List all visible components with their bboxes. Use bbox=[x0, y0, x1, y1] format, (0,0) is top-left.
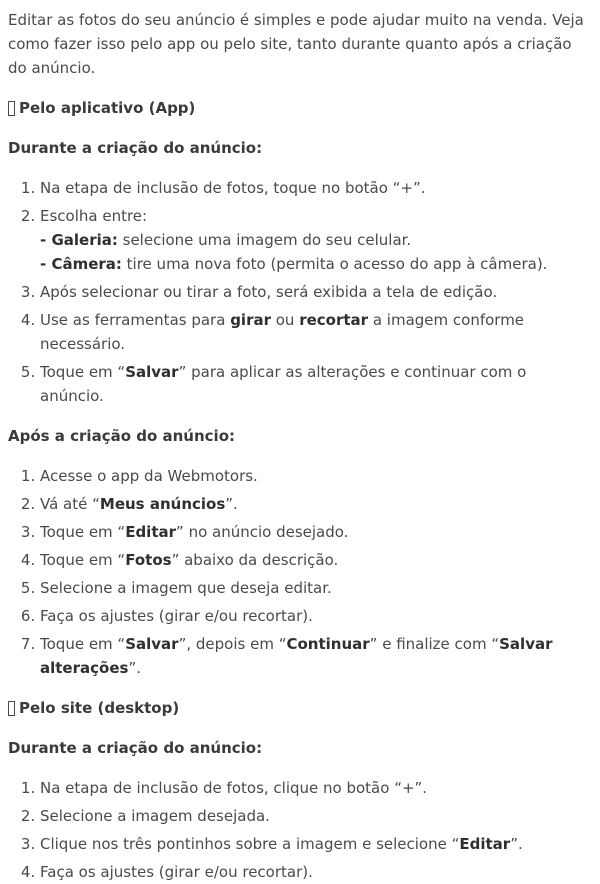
subheading-app-during: Durante a criação do anúncio: bbox=[8, 139, 263, 157]
option-text: selecione uma imagem do seu celular. bbox=[117, 231, 412, 249]
step-emphasis: Continuar bbox=[286, 635, 370, 653]
step-text: ”. bbox=[128, 659, 141, 677]
list-item bbox=[40, 832, 592, 856]
step-text: ” no anúncio desejado. bbox=[176, 523, 349, 541]
step-text: Na etapa de inclusão de fotos, toque no botão “+”. bbox=[40, 179, 426, 197]
step-text: Use as ferramentas para bbox=[40, 311, 231, 329]
missing-glyph-icon bbox=[8, 701, 15, 716]
list-item bbox=[40, 576, 592, 600]
steps-app-after bbox=[8, 464, 592, 680]
list-item bbox=[40, 360, 592, 408]
step-emphasis: recortar bbox=[299, 311, 369, 329]
step-emphasis: Editar bbox=[459, 835, 511, 853]
step-text: ” para aplicar as alterações e continuar com o anúncio. bbox=[40, 363, 527, 405]
list-item bbox=[40, 604, 592, 628]
step-emphasis: Salvar alterações bbox=[40, 635, 553, 677]
list-item bbox=[40, 860, 592, 884]
step-text: ” e finalize com “ bbox=[369, 635, 500, 653]
option-camera bbox=[40, 252, 592, 276]
list-item bbox=[40, 804, 592, 828]
intro-paragraph: Editar as fotos do seu anúncio é simples e pode ajudar muito na venda. Veja como fazer isso pelo app ou pelo site, tanto durante quanto após a criação do anúncio. bbox=[8, 11, 584, 77]
subheading-app-after: Após a criação do anúncio: bbox=[8, 427, 235, 445]
step-text: a imagem conforme necessário. bbox=[40, 311, 525, 353]
section-title-app-text: Pelo aplicativo (App) bbox=[19, 99, 196, 117]
list-item bbox=[40, 176, 592, 200]
step-text: Selecione a imagem que deseja editar. bbox=[40, 579, 332, 597]
step-text: Toque em “ bbox=[40, 551, 126, 569]
step-text: ” abaixo da descrição. bbox=[171, 551, 339, 569]
list-item bbox=[40, 308, 592, 356]
steps-site-during bbox=[8, 776, 592, 884]
step-text: ”. bbox=[510, 835, 523, 853]
missing-glyph-icon bbox=[8, 101, 15, 116]
list-item bbox=[40, 204, 592, 276]
step-text: Vá até “ bbox=[40, 495, 100, 513]
section-title-app bbox=[8, 96, 592, 120]
step-text: Toque em “ bbox=[40, 363, 126, 381]
step-text: ou bbox=[270, 311, 300, 329]
step-emphasis: Salvar bbox=[125, 363, 179, 381]
steps-app-during bbox=[8, 176, 592, 408]
step-text: Toque em “ bbox=[40, 635, 126, 653]
option-gallery bbox=[40, 228, 592, 252]
list-item bbox=[40, 548, 592, 572]
step-text: Na etapa de inclusão de fotos, clique no botão “+”. bbox=[40, 779, 428, 797]
step-text: ”, depois em “ bbox=[178, 635, 287, 653]
list-item bbox=[40, 776, 592, 800]
list-item bbox=[40, 632, 592, 680]
option-label: - Galeria: bbox=[40, 231, 118, 249]
section-title-site bbox=[8, 696, 592, 720]
step-emphasis: Fotos bbox=[125, 551, 172, 569]
step-emphasis: Salvar bbox=[125, 635, 179, 653]
step-text: Faça os ajustes (girar e/ou recortar). bbox=[40, 607, 313, 625]
list-item bbox=[40, 520, 592, 544]
step-text: Acesse o app da Webmotors. bbox=[40, 467, 258, 485]
step-text: ”. bbox=[225, 495, 238, 513]
step-text: Faça os ajustes (girar e/ou recortar). bbox=[40, 863, 313, 881]
step-text: Selecione a imagem desejada. bbox=[40, 807, 270, 825]
step-emphasis: Editar bbox=[125, 523, 177, 541]
list-item bbox=[40, 280, 592, 304]
subheading-site-during: Durante a criação do anúncio: bbox=[8, 739, 263, 757]
step-emphasis: girar bbox=[230, 311, 271, 329]
step-text: Toque em “ bbox=[40, 523, 126, 541]
step-emphasis: Meus anúncios bbox=[99, 495, 226, 513]
option-text: tire uma nova foto (permita o acesso do app à câmera). bbox=[121, 255, 548, 273]
list-item bbox=[40, 492, 592, 516]
step-text: Após selecionar ou tirar a foto, será exibida a tela de edição. bbox=[40, 283, 498, 301]
list-item bbox=[40, 464, 592, 488]
option-label: - Câmera: bbox=[40, 255, 122, 273]
step-text: Clique nos três pontinhos sobre a imagem e selecione “ bbox=[40, 835, 460, 853]
step-text: Escolha entre: bbox=[40, 207, 148, 225]
section-title-site-text: Pelo site (desktop) bbox=[19, 699, 180, 717]
